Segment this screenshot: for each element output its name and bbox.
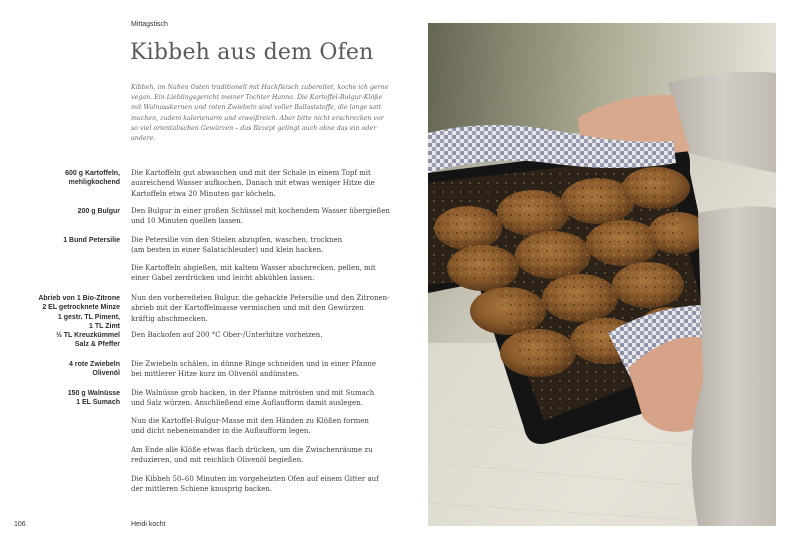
ingredient-group (14, 169, 120, 188)
step-line: Den Backofen auf 200 °C Ober-/Unterhitze vorheizen. (131, 331, 323, 339)
step-line: Am Ende alle Klöße etwas flach drücken, um die Zwischenräume zu (131, 446, 373, 454)
intro-line: mit Walnusskernen und roten Zwiebeln sind voller Ballaststoffe, die lange satt (131, 104, 382, 112)
ingredient-group (14, 389, 120, 408)
ingredient-group (14, 294, 120, 350)
ingredient-line: 1 Bund Petersilie (63, 237, 120, 244)
intro-line: andere. (131, 135, 156, 143)
ingredient-group (14, 360, 120, 379)
step-line: kräftig abschmecken. (131, 314, 208, 323)
method-step (131, 388, 386, 409)
ingredient-line: 150 g Walnüsse (67, 390, 120, 397)
step-line: und Salz würzen. Anschließend eine Auflaufform damit auslegen. (131, 399, 363, 408)
section-label: Mittagstisch (131, 21, 168, 28)
step-line: Kartoffeln etwa 20 Minuten gar köcheln. (131, 189, 276, 198)
step-line: Nun die Kartoffel-Bulgur-Masse mit den Händen zu Klößen formen (131, 417, 369, 425)
step-line: reduzieren, und mit reichlich Olivenöl begießen. (131, 456, 304, 465)
kibbeh-tray-illustration (428, 23, 776, 526)
step-line: und dicht nebeneinander in die Auflaufform legen. (131, 427, 311, 436)
ingredient-line: Olivenöl (92, 370, 120, 378)
step-line: Die Kibbeh 50–60 Minuten im vorgeheizten Ofen auf einem Gitter auf (131, 475, 379, 483)
ingredient-group (14, 207, 120, 216)
step-line: Nun den vorbereiteten Bulgur, die gehackte Petersilie und den Zitronen- (131, 294, 390, 302)
ingredient-line: 1 EL Sumach (76, 399, 120, 407)
ingredient-line: 600 g Kartoffeln, (65, 170, 120, 177)
ingredient-line: 4 rote Zwiebeln (69, 361, 120, 368)
book-title: Heidi kocht (131, 521, 166, 528)
step-line: einer Gabel zerdrücken und leicht abkühlen lassen. (131, 274, 315, 283)
step-line: und 10 Minuten quellen lassen. (131, 217, 243, 226)
step-line: Die Kartoffeln abgießen, mit kaltem Wasser abschrecken, pellen, mit (131, 264, 376, 272)
step-line: bei mittlerer Hitze kurz im Olivenöl andünsten. (131, 370, 300, 379)
intro-line: so viel orientalischen Gewürzen – das Rezept gelingt auch ohne das ein oder (131, 124, 377, 132)
recipe-photo (428, 23, 776, 526)
ingredient-line: Salz & Pfeffer (74, 341, 120, 349)
page-number: 106 (14, 521, 26, 528)
method-step (131, 235, 386, 256)
intro-line: vegan. Ein Lieblingsgericht meiner Tochter Hanna. Die Kartoffel-Bulgur-Klöße (131, 94, 383, 102)
method-step (131, 263, 386, 284)
intro-line: machen, zudem kalorienarm und eiweißreich. Aber bitte nicht erschrecken vor (131, 114, 384, 122)
ingredient-line: mehligkochend (68, 179, 120, 187)
step-line: Die Zwiebeln schälen, in dünne Ringe schneiden und in einer Pfanne (131, 360, 376, 368)
method-step (131, 445, 386, 466)
ingredient-line: 1 gestr. TL Piment, (57, 313, 120, 321)
step-line: (am besten in einer Salatschleuder) und klein hacken. (131, 246, 324, 255)
method-step (131, 293, 390, 324)
ingredient-line: 1 TL Zimt (89, 322, 120, 330)
ingredient-line: Abrieb von 1 Bio-Zitrone (38, 295, 120, 302)
step-line: Die Walnüsse grob hacken, in der Pfanne mitrösten und mit Sumach (131, 389, 375, 397)
step-line: abrieb mit der Kartoffelmasse vermischen und mit den Gewürzen (131, 304, 364, 313)
step-line: Die Kartoffeln gut abwaschen und mit der Schale in einem Topf mit (131, 169, 371, 177)
method-step (131, 330, 386, 340)
intro-line: Kibbeh, im Nahen Osten traditionell mit Hackfleisch zubereitet, koche ich gerne (131, 84, 389, 91)
method-step (131, 168, 386, 199)
intro-text (131, 83, 389, 144)
recipe-title: Kibbeh aus dem Ofen (130, 40, 374, 65)
method-step (131, 359, 386, 380)
ingredient-group (14, 236, 120, 245)
method-step (131, 206, 390, 227)
method-step (131, 474, 386, 495)
ingredient-line: 2 EL getrocknete Minze (42, 304, 120, 312)
step-line: der mittleren Schiene knusprig backen. (131, 485, 273, 494)
method-step (131, 416, 386, 437)
step-line: Die Petersilie von den Stielen abzupfen, waschen, trocknen (131, 236, 343, 244)
ingredient-line: 200 g Bulgur (77, 208, 120, 215)
step-line: ausreichend Wasser aufkochen. Danach mit etwas weniger Hitze die (131, 179, 375, 188)
step-line: Den Bulgur in einer großen Schüssel mit kochendem Wasser übergießen (131, 207, 390, 215)
ingredient-line: ½ TL Kreuzkümmel (55, 332, 120, 340)
